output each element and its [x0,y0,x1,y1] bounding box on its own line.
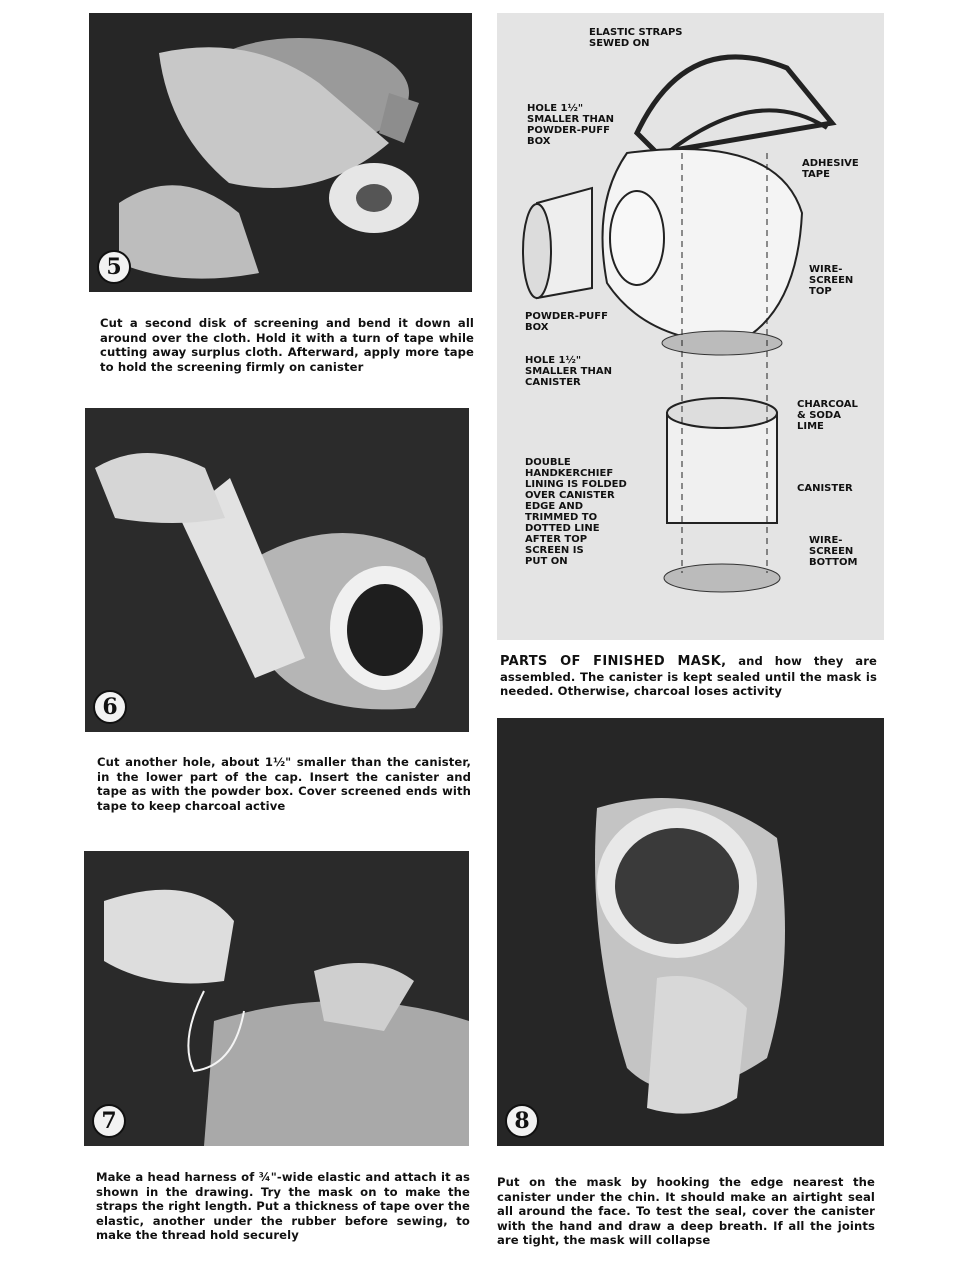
label-wire-bot-1: WIRE- [809,535,843,546]
label-hole-a-1: HOLE 1½" [527,103,584,114]
label-charcoal-2: & SODA [797,410,841,421]
step-number-badge: 8 [505,1104,539,1138]
label-straps-1: ELASTIC STRAPS [589,27,683,38]
caption-diagram-lead: PARTS OF FINISHED MASK, [500,654,727,669]
photo-step-8 [497,718,884,1146]
photo-step-6 [85,408,469,732]
label-wire-top-2: SCREEN [809,275,854,286]
label-double-1: DOUBLE [525,457,571,468]
label-double-5: EDGE AND [525,501,584,512]
label-charcoal-3: LIME [797,421,824,432]
label-wire-bot-2: SCREEN [809,546,854,557]
label-double-2: HANDKERCHIEF [525,468,614,479]
photo-6-image [85,408,469,732]
photo-5-image [89,13,472,292]
label-hole-b-2: SMALLER THAN [525,366,612,377]
label-puff-2: BOX [525,322,549,333]
step-number-badge: 7 [92,1104,126,1138]
caption-step-8: Put on the mask by hooking the edge nearest the canister under the chin. It should make an airtight seal all around the face. To test the seal, cover the canister with the hand and draw a deep breath. If all the joints are tight, the mask will collapse [497,1175,875,1247]
label-charcoal-1: CHARCOAL [797,399,858,410]
photo-7-image [84,851,469,1146]
label-hole-b-3: CANISTER [525,377,581,388]
photo-step-5 [89,13,472,292]
caption-step-6: Cut another hole, about 1½" smaller than the canister, in the lower part of the cap. Insert the canister and tape as with the powder box. Cover screened ends with tape to keep charcoal active [97,755,471,813]
label-double-6: TRIMMED TO [525,512,598,523]
photo-8-image [497,718,884,1146]
label-tape-2: TAPE [802,169,830,180]
caption-step-7: Make a head harness of ¾"-wide elastic and attach it as shown in the drawing. Try the mask on to make the straps the right length. Put a thickness of tape over the elastic, another under the rubber before sewing, to make the thread hold securely [96,1170,470,1242]
label-double-10: PUT ON [525,556,568,567]
photo-step-7 [84,851,469,1146]
caption-step-5: Cut a second disk of screening and bend it down all around over the cloth. Hold it with a turn of tape while cutting away surplus cloth. Afterward, apply more tape to hold the screening firmly on canister [100,316,474,374]
label-hole-a-4: BOX [527,136,551,147]
mask-parts-drawing [497,13,884,640]
label-double-4: OVER CANISTER [525,490,615,501]
caption-diagram [500,654,877,699]
label-double-9: SCREEN IS [525,545,584,556]
label-canister: CANISTER [797,483,853,494]
label-hole-b-1: HOLE 1½" [525,355,582,366]
mask-parts-diagram [497,13,884,640]
label-straps-2: SEWED ON [589,38,650,49]
label-double-8: AFTER TOP [525,534,588,545]
label-puff-1: POWDER-PUFF [525,311,608,322]
label-double-3: LINING IS FOLDED [525,479,627,490]
label-hole-a-3: POWDER-PUFF [527,125,610,136]
step-number-badge: 5 [97,250,131,284]
label-wire-top-3: TOP [809,286,832,297]
label-wire-bot-3: BOTTOM [809,557,858,568]
label-hole-a-2: SMALLER THAN [527,114,614,125]
label-tape-1: ADHESIVE [802,158,859,169]
label-wire-top-1: WIRE- [809,264,843,275]
caption-diagram-rest: and how they are assembled. The canister is kept sealed until the mask is needed. Otherwise, charcoal loses activity [500,654,877,698]
step-number-badge: 6 [93,690,127,724]
label-double-7: DOTTED LINE [525,523,600,534]
